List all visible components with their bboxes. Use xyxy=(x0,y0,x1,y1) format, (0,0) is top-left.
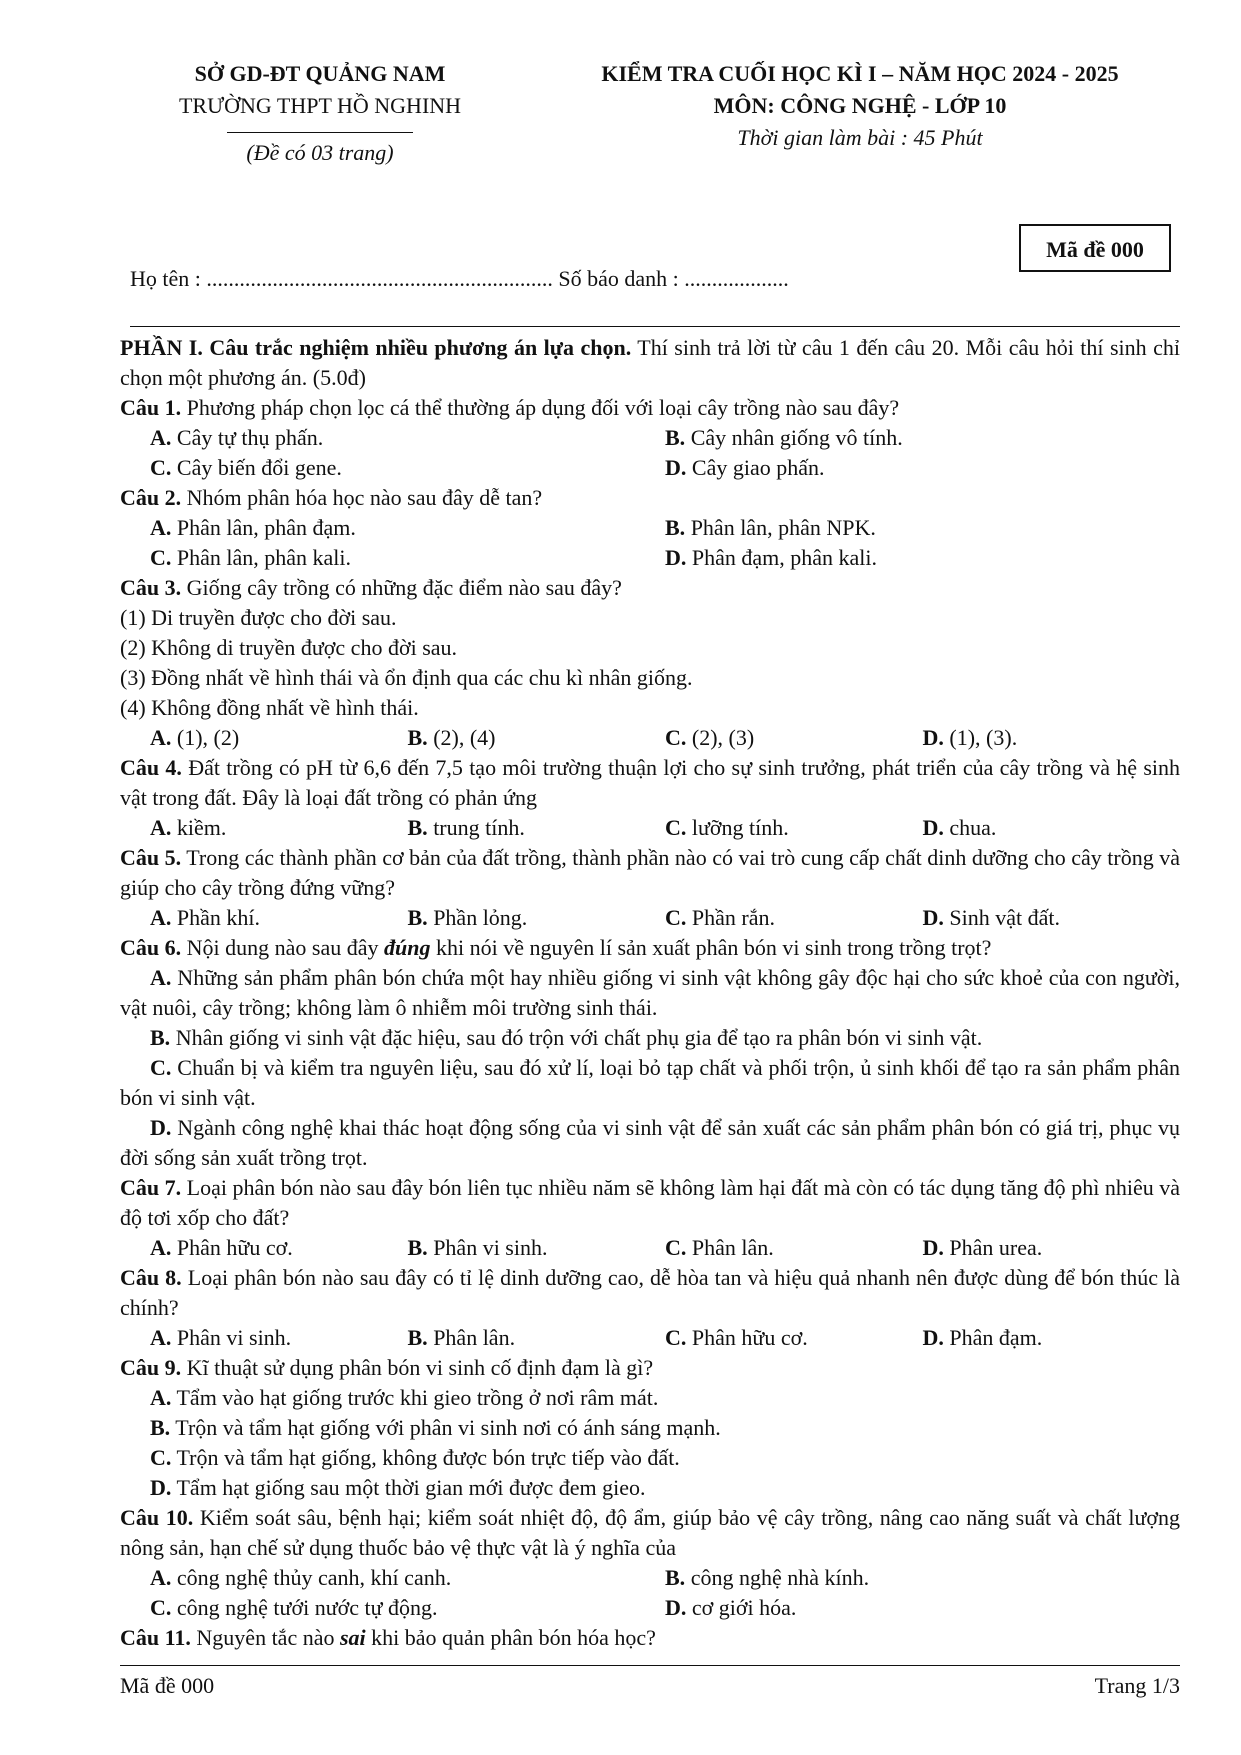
pages-note: (Đề có 03 trang) xyxy=(246,140,394,165)
emphasis-word: đúng xyxy=(383,935,431,960)
option-text: (1), (2) xyxy=(171,725,240,750)
options-row xyxy=(120,453,1180,483)
option-label: A. xyxy=(150,1235,172,1260)
option-label: C. xyxy=(665,1235,687,1260)
option-label: C. xyxy=(150,1595,172,1620)
section-instructions: Thí sinh trả lời từ câu 1 đến câu 20. Mỗi câu hỏi thí sinh chỉ chọn một phương án. (5.0đ) xyxy=(120,335,1181,390)
question-text: Nội dung nào sau đây xyxy=(181,935,384,960)
option-label: C. xyxy=(665,905,687,930)
question-label: Câu 9. xyxy=(120,1355,182,1380)
option-text: Cây biến đổi gene. xyxy=(171,455,342,480)
statement-1: (1) Di truyền được cho đời sau. xyxy=(120,605,397,630)
option-label: D. xyxy=(150,1115,172,1140)
question-text: Nhóm phân hóa học nào sau đây dễ tan? xyxy=(181,485,543,510)
option-text: Chuẩn bị và kiểm tra nguyên liệu, sau đó xử lí, loại bỏ tạp chất và phối trộn, ủ sinh khối để tạo ra sản phẩm phân bón vi sinh vật. xyxy=(120,1055,1180,1110)
question-text: Đất trồng có pH từ 6,6 đến 7,5 tạo môi trường thuận lợi cho sự sinh trưởng, phát triển của cây trồng và hệ sinh vật trong đất. Đây là loại đất trồng có phản ứng xyxy=(120,755,1180,810)
option-label: B. xyxy=(407,905,428,930)
option-label: C. xyxy=(665,815,687,840)
option-d xyxy=(665,453,1180,483)
option-a xyxy=(150,1233,408,1263)
statement-4: (4) Không đồng nhất về hình thái. xyxy=(120,695,419,720)
option-text: Phần rắn. xyxy=(686,905,775,930)
option-text: Cây tự thụ phấn. xyxy=(171,425,324,450)
duration-line: Thời gian làm bài : 45 Phút xyxy=(737,125,983,150)
option-label: D. xyxy=(922,1325,944,1350)
option-d xyxy=(665,543,1180,573)
option-label: A. xyxy=(150,1325,172,1350)
option-a xyxy=(120,1383,1180,1413)
option-label: C. xyxy=(665,725,687,750)
footer-rule xyxy=(120,1665,1180,1666)
option-text: Phân hữu cơ. xyxy=(171,1235,293,1260)
option-label: A. xyxy=(150,815,172,840)
option-a xyxy=(150,1323,408,1353)
option-label: D. xyxy=(665,455,687,480)
option-c xyxy=(150,543,665,573)
option-d xyxy=(923,723,1181,753)
option-text: Sinh vật đất. xyxy=(943,905,1060,930)
option-label: D. xyxy=(150,1475,172,1500)
option-d xyxy=(665,1593,1180,1623)
question-text: Kiểm soát sâu, bệnh hại; kiểm soát nhiệt độ, độ ẩm, giúp bảo vệ cây trồng, nâng cao năng suất và chất lượng nông sản, hạn chế sử dụng thuốc bảo vệ thực vật là ý nghĩa của xyxy=(120,1505,1181,1560)
question-text: Loại phân bón nào sau đây bón liên tục nhiều năm sẽ không làm hại đất mà còn có tác dụng tăng độ phì nhiêu và độ tơi xốp cho đất? xyxy=(120,1175,1181,1230)
option-text: Phân đạm. xyxy=(943,1325,1043,1350)
option-a xyxy=(150,513,665,543)
option-label: D. xyxy=(922,1235,944,1260)
option-c xyxy=(120,1053,1180,1113)
option-label: B. xyxy=(407,815,428,840)
option-c xyxy=(665,723,923,753)
option-b xyxy=(665,1563,1180,1593)
section-title: PHẦN I. Câu trắc nghiệm nhiều phương án lựa chọn. xyxy=(120,335,632,360)
exam-title: KIỂM TRA CUỐI HỌC KÌ I – NĂM HỌC 2024 - 2025 xyxy=(601,61,1119,86)
option-b xyxy=(120,1023,1180,1053)
option-text: cơ giới hóa. xyxy=(686,1595,797,1620)
option-d xyxy=(923,1233,1181,1263)
option-c xyxy=(150,1593,665,1623)
option-text: Phân hữu cơ. xyxy=(686,1325,808,1350)
option-text: Phân vi sinh. xyxy=(427,1235,548,1260)
option-label: A. xyxy=(150,965,172,990)
statement-3: (3) Đồng nhất về hình thái và ổn định qua các chu kì nhân giống. xyxy=(120,665,693,690)
option-a xyxy=(150,903,408,933)
option-c xyxy=(665,1323,923,1353)
option-a xyxy=(150,813,408,843)
option-label: D. xyxy=(922,905,944,930)
options-row xyxy=(120,1323,1180,1353)
option-label: C. xyxy=(665,1325,687,1350)
question-label: Câu 11. xyxy=(120,1625,191,1650)
question-label: Câu 1. xyxy=(120,395,182,420)
options-row xyxy=(120,813,1180,843)
question-5 xyxy=(120,843,1180,903)
question-7 xyxy=(120,1173,1180,1233)
question-10 xyxy=(120,1503,1180,1563)
option-c xyxy=(150,453,665,483)
option-b xyxy=(408,723,666,753)
footer-exam-code: Mã đề 000 xyxy=(120,1673,215,1698)
option-label: D. xyxy=(922,815,944,840)
option-text: (2), (4) xyxy=(427,725,496,750)
options-row xyxy=(120,423,1180,453)
option-text: Phân lân, phân NPK. xyxy=(685,515,876,540)
option-a xyxy=(150,723,408,753)
option-label: B. xyxy=(150,1415,171,1440)
option-d xyxy=(120,1113,1180,1173)
question-text: Kĩ thuật sử dụng phân bón vi sinh cố định đạm là gì? xyxy=(181,1355,654,1380)
option-c xyxy=(120,1443,1180,1473)
option-text: Tẩm vào hạt giống trước khi gieo trồng ở nơi râm mát. xyxy=(171,1385,659,1410)
option-label: B. xyxy=(665,425,686,450)
question-text: Phương pháp chọn lọc cá thể thường áp dụng đối với loại cây trồng nào sau đây? xyxy=(181,395,900,420)
option-label: A. xyxy=(150,905,172,930)
question-text: Nguyên tắc nào xyxy=(190,1625,340,1650)
option-label: D. xyxy=(922,725,944,750)
option-text: trung tính. xyxy=(427,815,525,840)
option-label: C. xyxy=(150,545,172,570)
option-label: B. xyxy=(150,1025,171,1050)
option-text: Phân urea. xyxy=(943,1235,1043,1260)
options-row xyxy=(120,543,1180,573)
option-a xyxy=(120,963,1180,1023)
option-label: B. xyxy=(665,1565,686,1590)
question-8 xyxy=(120,1263,1180,1323)
option-d xyxy=(923,1323,1181,1353)
option-b xyxy=(408,1323,666,1353)
department-name: SỞ GD-ĐT QUẢNG NAM xyxy=(194,61,446,86)
option-label: A. xyxy=(150,515,172,540)
option-label: D. xyxy=(665,545,687,570)
option-a xyxy=(150,1563,665,1593)
questions-area xyxy=(120,333,1180,1653)
section-heading xyxy=(120,333,1180,393)
option-label: A. xyxy=(150,1565,172,1590)
question-text: Trong các thành phần cơ bản của đất trồng, thành phần nào có vai trò cung cấp chất dinh dưỡng cho cây trồng và giúp cho cây trồng đứng vững? xyxy=(120,845,1180,900)
option-text: Phân lân. xyxy=(686,1235,774,1260)
question-text: Giống cây trồng có những đặc điểm nào sau đây? xyxy=(181,575,622,600)
option-d xyxy=(120,1473,1180,1503)
option-text: công nghệ nhà kính. xyxy=(685,1565,870,1590)
question-label: Câu 3. xyxy=(120,575,182,600)
question-9 xyxy=(120,1353,1180,1383)
question-3 xyxy=(120,573,1180,603)
option-b xyxy=(408,1233,666,1263)
option-label: D. xyxy=(665,1595,687,1620)
option-text: Ngành công nghệ khai thác hoạt động sống của vi sinh vật để sản xuất các sản phẩm phân bón có giá trị, phục vụ đời sống sản xuất trồng trọt. xyxy=(120,1115,1180,1170)
option-label: B. xyxy=(407,1235,428,1260)
question-label: Câu 5. xyxy=(120,845,182,870)
option-b xyxy=(120,1413,1180,1443)
options-row xyxy=(120,513,1180,543)
emphasis-word: sai xyxy=(339,1625,366,1650)
option-text: Tẩm hạt giống sau một thời gian mới được đem gieo. xyxy=(171,1475,646,1500)
option-label: B. xyxy=(407,725,428,750)
option-d xyxy=(923,813,1181,843)
option-text: Phần khí. xyxy=(171,905,261,930)
question-text-cont: khi nói về nguyên lí sản xuất phân bón vi sinh trong trồng trọt? xyxy=(430,935,992,960)
options-row xyxy=(120,1233,1180,1263)
option-text: Nhân giống vi sinh vật đặc hiệu, sau đó trộn với chất phụ gia để tạo ra phân bón vi sinh vật. xyxy=(170,1025,983,1050)
candidate-info-line: Họ tên : ............................................................... Số báo danh : ................... xyxy=(130,266,789,291)
option-text: (2), (3) xyxy=(686,725,755,750)
option-label: A. xyxy=(150,425,172,450)
option-text: Cây giao phấn. xyxy=(686,455,825,480)
option-text: Cây nhân giống vô tính. xyxy=(685,425,903,450)
question-label: Câu 6. xyxy=(120,935,182,960)
header-right xyxy=(555,58,1165,154)
exam-code-box: Mã đề 000 xyxy=(1019,224,1171,272)
question-4 xyxy=(120,753,1180,813)
school-name: TRƯỜNG THPT HỒ NGHINH xyxy=(178,93,462,118)
option-text: Trộn và tẩm hạt giống, không được bón trực tiếp vào đất. xyxy=(171,1445,680,1470)
question-text: Loại phân bón nào sau đây có tỉ lệ dinh dưỡng cao, dễ hòa tan và hiệu quả nhanh nên được dùng để bón thúc là chính? xyxy=(120,1265,1180,1320)
option-label: A. xyxy=(150,725,172,750)
statement-2: (2) Không di truyền được cho đời sau. xyxy=(120,635,458,660)
option-d xyxy=(923,903,1181,933)
option-b xyxy=(408,903,666,933)
option-text: Phân lân, phân kali. xyxy=(171,545,352,570)
option-text: Những sản phẩm phân bón chứa một hay nhiều giống vi sinh vật không gây độc hại cho sức khoẻ của con người, vật nuôi, cây trồng; không làm ô nhiễm môi trường sinh thái. xyxy=(120,965,1180,1020)
option-text: (1), (3). xyxy=(943,725,1018,750)
option-b xyxy=(408,813,666,843)
option-label: C. xyxy=(150,455,172,480)
option-text: Phân lân, phân đạm. xyxy=(171,515,356,540)
footer-page-number: Trang 1/3 xyxy=(1094,1673,1180,1698)
question-6 xyxy=(120,933,1180,963)
option-c xyxy=(665,813,923,843)
option-c xyxy=(665,1233,923,1263)
question-text-cont: khi bảo quản phân bón hóa học? xyxy=(365,1625,656,1650)
option-text: Phân đạm, phân kali. xyxy=(686,545,878,570)
options-row xyxy=(120,903,1180,933)
option-text: kiềm. xyxy=(171,815,227,840)
option-label: A. xyxy=(150,1385,172,1410)
question-11 xyxy=(120,1623,1180,1653)
question-label: Câu 8. xyxy=(120,1265,182,1290)
option-b xyxy=(665,423,1180,453)
header-divider xyxy=(227,132,413,133)
header-left xyxy=(160,58,480,169)
question-label: Câu 2. xyxy=(120,485,182,510)
option-text: chua. xyxy=(943,815,997,840)
question-label: Câu 7. xyxy=(120,1175,182,1200)
subject-line: MÔN: CÔNG NGHỆ - LỚP 10 xyxy=(713,93,1007,118)
option-text: công nghệ tưới nước tự động. xyxy=(171,1595,438,1620)
option-label: C. xyxy=(150,1055,172,1080)
option-b xyxy=(665,513,1180,543)
option-text: Trộn và tẩm hạt giống với phân vi sinh nơi có ánh sáng mạnh. xyxy=(170,1415,721,1440)
option-a xyxy=(150,423,665,453)
header-rule xyxy=(130,326,1180,327)
question-label: Câu 10. xyxy=(120,1505,194,1530)
option-label: B. xyxy=(665,515,686,540)
question-2 xyxy=(120,483,1180,513)
option-text: Phần lỏng. xyxy=(427,905,528,930)
option-label: B. xyxy=(407,1325,428,1350)
option-text: Phân vi sinh. xyxy=(171,1325,292,1350)
options-row xyxy=(120,1563,1180,1593)
option-label: C. xyxy=(150,1445,172,1470)
question-label: Câu 4. xyxy=(120,755,182,780)
option-text: Phân lân. xyxy=(427,1325,516,1350)
options-row xyxy=(120,1593,1180,1623)
question-1 xyxy=(120,393,1180,423)
option-c xyxy=(665,903,923,933)
option-text: công nghệ thủy canh, khí canh. xyxy=(171,1565,452,1590)
options-row xyxy=(120,723,1180,753)
option-text: lưỡng tính. xyxy=(686,815,789,840)
